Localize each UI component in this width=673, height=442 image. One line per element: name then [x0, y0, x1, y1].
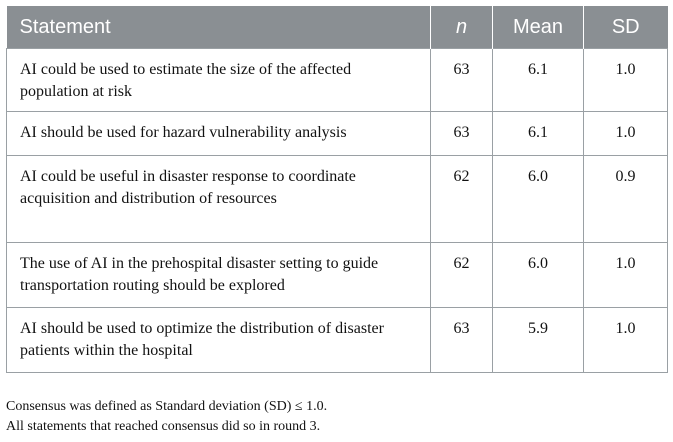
sd-cell: 1.0 [584, 49, 668, 112]
table-row [7, 156, 668, 243]
column-header-n: n [431, 6, 493, 49]
statement-cell: AI could be useful in disaster response to coordinate acquisition and distribution of resources [7, 156, 431, 243]
column-header-mean: Mean [493, 6, 584, 49]
mean-cell: 6.1 [493, 49, 584, 112]
consensus-table [6, 6, 668, 373]
sd-cell: 0.9 [584, 156, 668, 243]
n-cell: 62 [431, 243, 493, 308]
footnote-consensus-round: All statements that reached consensus did so in round 3. [6, 419, 321, 434]
table-header-row [7, 6, 668, 49]
table-footnotes [6, 397, 327, 437]
n-cell: 63 [431, 112, 493, 156]
table-row [7, 112, 668, 156]
statement-cell: The use of AI in the prehospital disaster setting to guide transportation routing should be explored [7, 243, 431, 308]
column-header-statement: Statement [7, 6, 431, 49]
n-cell: 63 [431, 308, 493, 373]
sd-cell: 1.0 [584, 243, 668, 308]
n-cell: 63 [431, 49, 493, 112]
column-header-sd: SD [584, 6, 668, 49]
statement-cell: AI should be used to optimize the distribution of disaster patients within the hospital [7, 308, 431, 373]
n-cell: 62 [431, 156, 493, 243]
table-row [7, 49, 668, 112]
mean-cell: 5.9 [493, 308, 584, 373]
footnote-consensus-definition: Consensus was defined as Standard deviation (SD) ≤ 1.0. [6, 399, 328, 414]
table-row [7, 308, 668, 373]
consensus-table-container [6, 6, 667, 373]
mean-cell: 6.0 [493, 243, 584, 308]
statement-cell: AI should be used for hazard vulnerability analysis [7, 112, 431, 156]
table-row [7, 243, 668, 308]
mean-cell: 6.0 [493, 156, 584, 243]
sd-cell: 1.0 [584, 308, 668, 373]
statement-cell: AI could be used to estimate the size of the affected population at risk [7, 49, 431, 112]
sd-cell: 1.0 [584, 112, 668, 156]
mean-cell: 6.1 [493, 112, 584, 156]
